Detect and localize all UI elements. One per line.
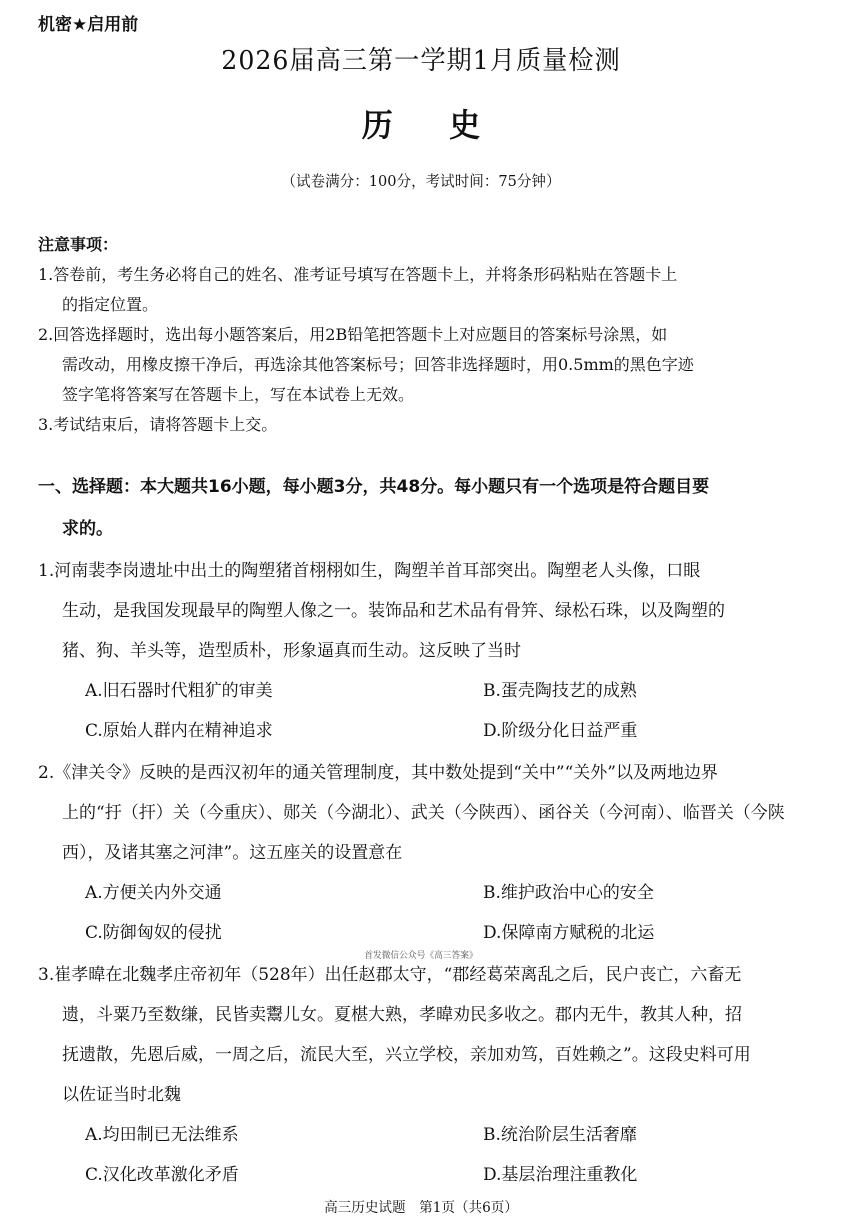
- question-3-line: 3.崔孝暐在北魏孝庄帝初年（528年）出任赵郡太守，“郡经葛荣离乱之后，民户丧亡，六畜无: [38, 965, 742, 985]
- notice-line: 2.回答选择题时，选出每小题答案后，用2B铅笔把答题卡上对应题目的答案标号涂黑，如: [38, 325, 668, 344]
- notice-line: 签字笔将答案写在答题卡上，写在本试卷上无效。: [62, 385, 415, 404]
- question-2-option-d: D.保障南方赋税的北运: [483, 923, 655, 943]
- question-3-option-a: A.均田制已无法维系: [85, 1125, 239, 1145]
- question-2-option-a: A.方便关内外交通: [85, 883, 222, 903]
- notice-line: 1.答卷前，考生务必将自己的姓名、准考证号填写在答题卡上，并将条形码粘贴在答题卡上: [38, 265, 678, 284]
- watermark: 首发微信公众号《高三答案》: [364, 951, 478, 961]
- question-1-option-a: A.旧石器时代粗犷的审美: [85, 681, 273, 701]
- question-3-option-c: C.汉化改革激化矛盾: [85, 1165, 239, 1185]
- confidential-label: 机密★启用前: [38, 15, 139, 35]
- question-1-line: 生动，是我国发现最早的陶塑人像之一。装饰品和艺术品有骨笄、绿松石珠，以及陶塑的: [62, 601, 725, 621]
- notice-title: 注意事项：: [38, 235, 119, 254]
- question-3-option-b: B.统治阶层生活奢靡: [483, 1125, 637, 1145]
- subject-char-1: 历: [361, 106, 393, 144]
- exam-title: 2026届高三第一学期1月质量检测: [221, 46, 621, 76]
- question-2-option-c: C.防御匈奴的侵扰: [85, 923, 222, 943]
- notice-line: 的指定位置。: [62, 295, 159, 314]
- question-1-line: 猪、狗、羊头等，造型质朴，形象逼真而生动。这反映了当时: [62, 641, 521, 661]
- subject-title: [0, 100, 842, 146]
- question-3-line: 遗，斗粟乃至数缣，民皆卖鬻儿女。夏椹大熟，孝暐劝民多收之。郡内无牛，教其人种，招: [62, 1005, 742, 1025]
- notice-line: 3.考试结束后，请将答题卡上交。: [38, 415, 278, 434]
- question-2-line: 上的“扜（扞）关（今重庆）、郧关（今湖北）、武关（今陕西）、函谷关（今河南）、临晋关（今陕: [62, 803, 785, 823]
- question-1-option-b: B.蛋壳陶技艺的成熟: [483, 681, 637, 701]
- notice-line: 需改动，用橡皮擦干净后，再选涂其他答案标号；回答非选择题时，用0.5mm的黑色字迹: [62, 355, 694, 374]
- question-1-option-d: D.阶级分化日益严重: [483, 721, 638, 741]
- page-footer: 高三历史试题 第1页（共6页）: [324, 1200, 518, 1216]
- question-1-option-c: C.原始人群内在精神追求: [85, 721, 273, 741]
- question-2-line: 西），及诸其塞之河津”。这五座关的设置意在: [62, 843, 403, 863]
- question-1-line: 1.河南裴李岗遗址中出土的陶塑猪首栩栩如生，陶塑羊首耳部突出。陶塑老人头像，口眼: [38, 561, 701, 581]
- question-3-line: 抚遗散，先恩后威，一周之后，流民大至，兴立学校，亲加劝笃，百姓赖之”。这段史料可用: [62, 1045, 751, 1065]
- exam-info: （试卷满分：100分，考试时间：75分钟）: [281, 172, 561, 190]
- question-3-option-d: D.基层治理注重教化: [483, 1165, 638, 1185]
- question-3-line: 以佐证当时北魏: [62, 1085, 181, 1105]
- subject-char-2: 史: [449, 106, 481, 144]
- question-2-option-b: B.维护政治中心的安全: [483, 883, 654, 903]
- question-2-line: 2.《津关令》反映的是西汉初年的通关管理制度，其中数处提到“关中”“关外”以及两地边界: [38, 763, 718, 783]
- section-heading: 一、选择题：本大题共16小题，每小题3分，共48分。每小题只有一个选项是符合题目要: [38, 477, 710, 497]
- section-heading-cont: 求的。: [62, 519, 113, 539]
